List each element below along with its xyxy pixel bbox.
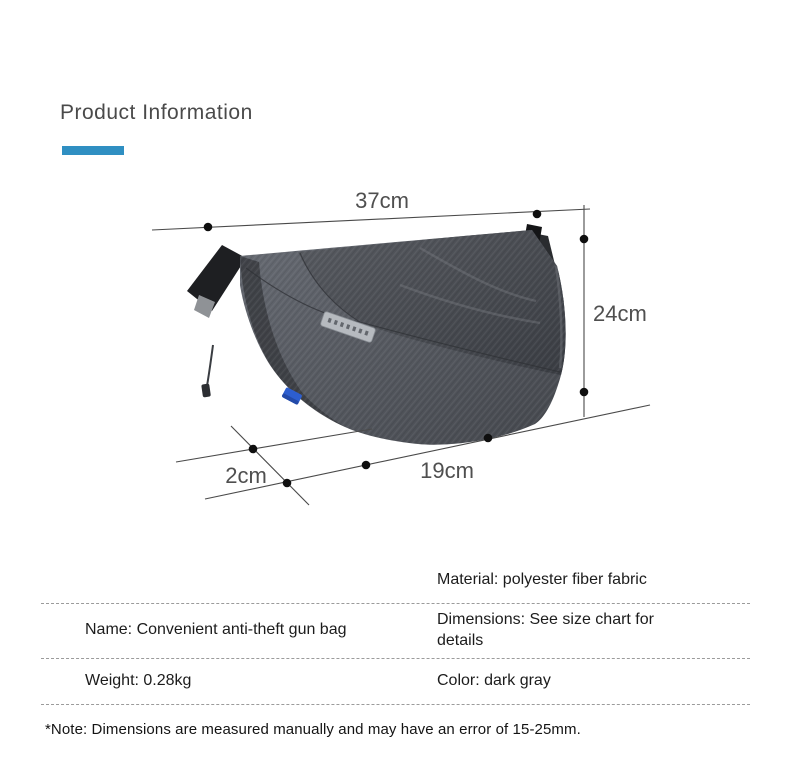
dim-dot (580, 235, 589, 244)
dim-dot (283, 479, 292, 488)
spec-cell-color (437, 665, 750, 698)
dim-dot (204, 223, 213, 232)
spec-value: Name: Convenient anti-theft gun bag (85, 621, 347, 639)
bag-fabric-texture (240, 230, 566, 445)
spec-value: Color: dark gray (437, 671, 551, 689)
spec-cell-empty (41, 564, 437, 597)
dim-dot (533, 210, 542, 219)
bag-left-strap (187, 245, 246, 311)
bag-zipper-pull (201, 384, 211, 398)
bag-illustration (187, 224, 566, 445)
dim-label-bottom-depth: 2cm (225, 463, 267, 488)
spec-cell-dimensions (437, 604, 750, 658)
dim-line-bottom-back (176, 429, 372, 462)
spec-cell-weight (41, 665, 437, 698)
dim-dot (484, 434, 493, 443)
dim-dot (362, 461, 371, 470)
page-title: Product Information (60, 101, 253, 124)
spec-row-weight-color (41, 659, 750, 705)
dim-label-top-width: 37cm (355, 188, 409, 213)
dim-dot (249, 445, 258, 454)
spec-cell-name (41, 614, 437, 647)
bag-zipper-cord (207, 345, 213, 386)
spec-row-material (41, 558, 750, 604)
measurement-note: *Note: Dimensions are measured manually and may have an error of 15-25mm. (45, 721, 581, 738)
dim-label-side-height: 24cm (593, 301, 647, 326)
spec-table (41, 558, 750, 705)
spec-value: Weight: 0.28kg (85, 671, 192, 689)
spec-row-name-dimensions (41, 604, 750, 659)
spec-cell-material (437, 564, 750, 597)
spec-value: Material: polyester fiber fabric (437, 571, 647, 589)
spec-value: Dimensions: See size chart for details (437, 611, 654, 649)
dim-dot (580, 388, 589, 397)
dim-label-bottom-length: 19cm (420, 458, 474, 483)
